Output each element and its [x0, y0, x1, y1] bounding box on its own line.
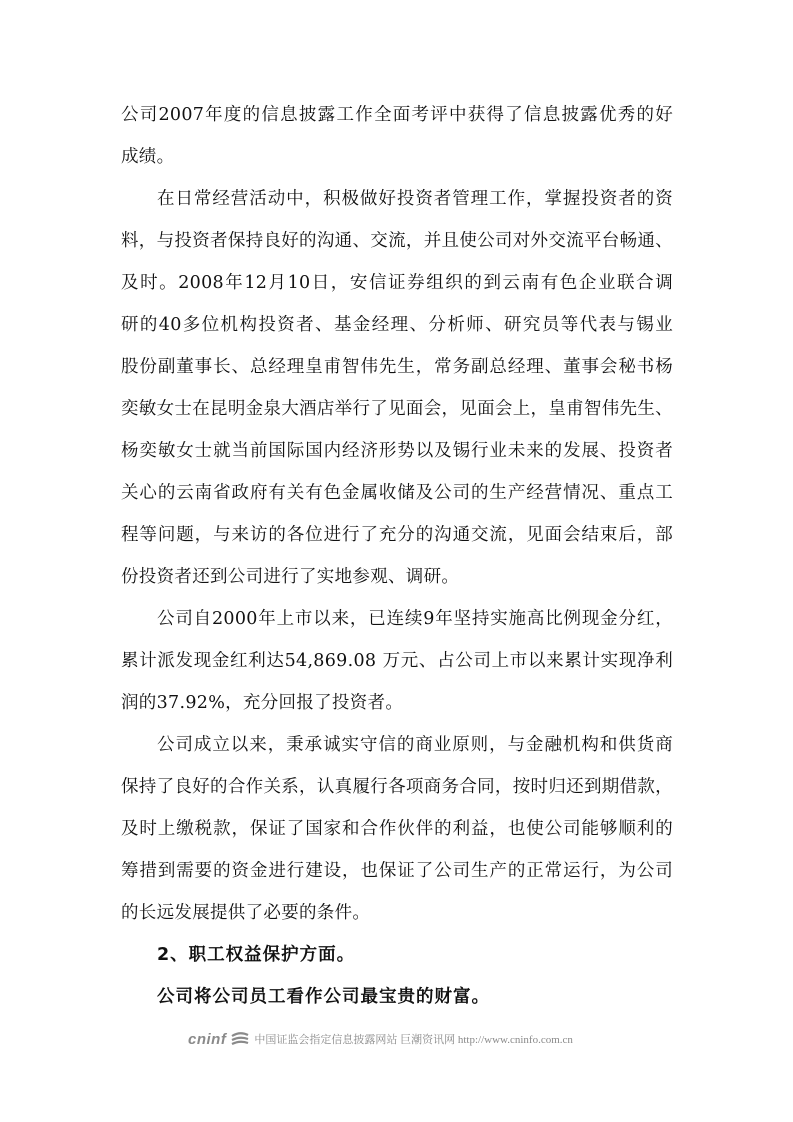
text-line: 保持了良好的合作关系，认真履行各项商务合同，按时归还到期借款，: [121, 777, 673, 797]
text-line: 润的37.92%，充分回报了投资者。: [121, 693, 404, 713]
text-line: 股份副董事长、总经理皇甫智伟先生，常务副总经理、董事会秘书杨: [121, 357, 673, 377]
text-line: 的长远发展提供了必要的条件。: [121, 903, 371, 923]
footer-text: 中国证监会指定信息披露网站 巨潮资讯网 http://www.cninfo.com.cn: [254, 1034, 573, 1046]
text-line: 份投资者还到公司进行了实地参观、调研。: [121, 567, 460, 587]
text-line: 公司2007年度的信息披露工作全面考评中获得了信息披露优秀的好: [121, 105, 673, 125]
text-line: 公司成立以来，秉承诚实守信的商业原则，与金融机构和供货商: [157, 735, 673, 755]
section-heading: 2、职工权益保护方面。: [157, 945, 356, 965]
text-line: 关心的云南省政府有关有色金属收储及公司的生产经营情况、重点工: [121, 483, 673, 503]
text-line: 在日常经营活动中，积极做好投资者管理工作，掌握投资者的资: [157, 189, 673, 209]
text-line: 奕敏女士在昆明金泉大酒店举行了见面会，见面会上，皇甫智伟先生、: [121, 399, 673, 419]
text-line: 公司自2000年上市以来，已连续9年坚持实施高比例现金分红，: [157, 609, 673, 629]
text-line: 累计派发现金红利达54,869.08 万元、占公司上市以来累计实现净利: [121, 651, 673, 671]
cninfo-logo: cninf: [188, 1030, 227, 1048]
text-line: 筹措到需要的资金进行建设，也保证了公司生产的正常运行，为公司: [121, 861, 673, 881]
text-line: 成绩。: [121, 147, 175, 167]
section-lead: 公司将公司员工看作公司最宝贵的财富。: [157, 987, 490, 1007]
text-line: 料，与投资者保持良好的沟通、交流，并且使公司对外交流平台畅通、: [121, 231, 673, 251]
text-line: 杨奕敏女士就当前国际国内经济形势以及锡行业未来的发展、投资者: [121, 441, 673, 461]
text-line: 程等问题，与来访的各位进行了充分的沟通交流，见面会结束后，部: [121, 525, 673, 545]
text-line: 研的40多位机构投资者、基金经理、分析师、研究员等代表与锡业: [121, 315, 673, 335]
text-line: 及时上缴税款，保证了国家和合作伙伴的利益，也使公司能够顺利的: [121, 819, 673, 839]
page-footer: [188, 1029, 573, 1049]
text-line: 及时。2008年12月10日，安信证券组织的到云南有色企业联合调: [121, 273, 673, 293]
cninfo-logo-icon: [230, 1031, 250, 1047]
